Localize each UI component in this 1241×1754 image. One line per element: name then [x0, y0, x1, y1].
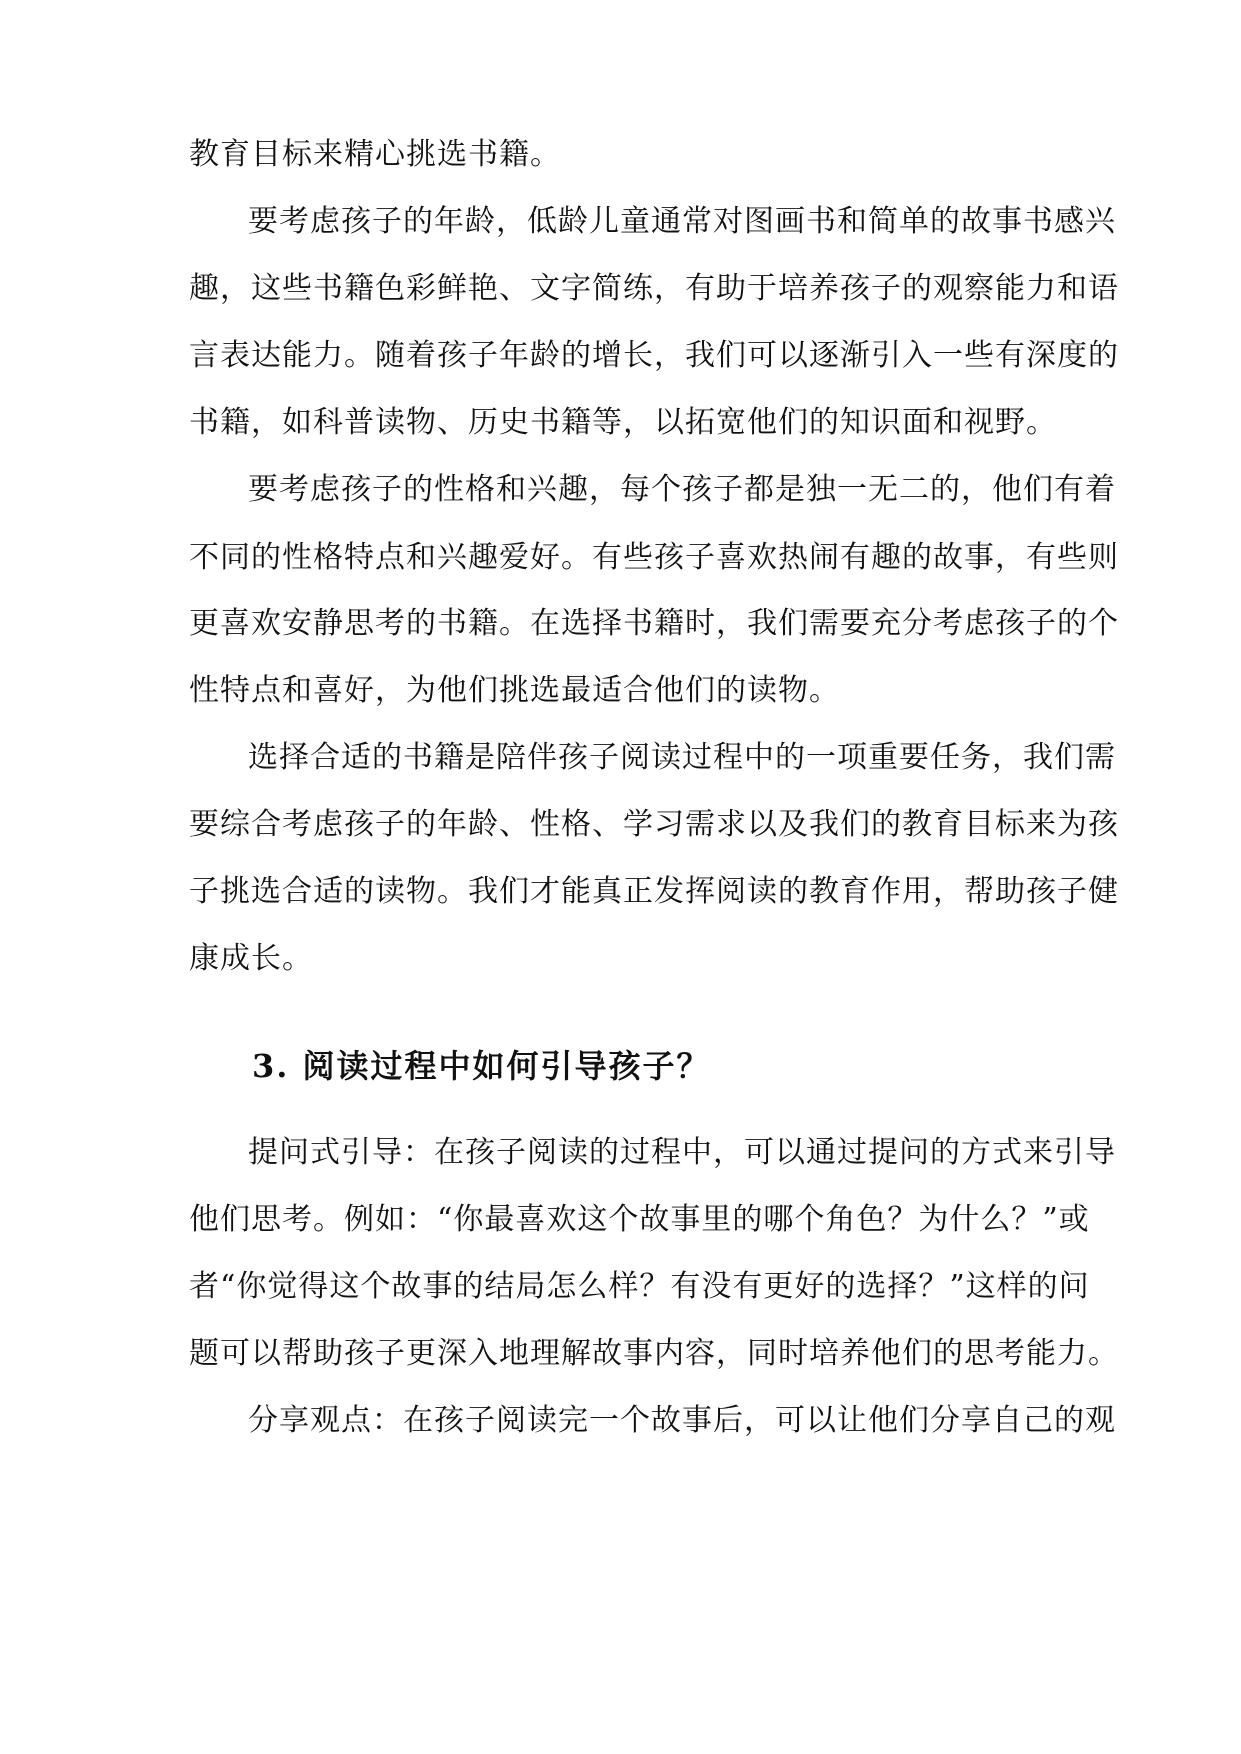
paragraph-line: 提问式引导：在孩子阅读的过程中，可以通过提问的方式来引导 — [248, 1135, 1116, 1170]
paragraph-line: 选择合适的书籍是陪伴孩子阅读过程中的一项重要任务，我们需 — [248, 740, 1116, 775]
paragraph-line: 更喜欢安静思考的书籍。在选择书籍时，我们需要充分考虑孩子的个 — [189, 606, 1119, 641]
paragraph-line: 书籍，如科普读物、历史书籍等，以拓宽他们的知识面和视野。 — [189, 405, 1057, 440]
paragraph-line: 题可以帮助孩子更深入地理解故事内容，同时培养他们的思考能力。 — [189, 1336, 1119, 1371]
paragraph-line: 要综合考虑孩子的年龄、性格、学习需求以及我们的教育目标来为孩 — [189, 807, 1119, 842]
paragraph-line: 者“你觉得这个故事的结局怎么样？有没有更好的选择？”这样的问 — [189, 1269, 1090, 1304]
paragraph-line: 要考虑孩子的性格和兴趣，每个孩子都是独一无二的，他们有着 — [248, 472, 1116, 507]
paragraph-line: 教育目标来精心挑选书籍。 — [189, 137, 561, 172]
paragraph-line: 康成长。 — [189, 941, 313, 976]
paragraph-line: 他们思考。例如：“你最喜欢这个故事里的哪个角色？为什么？”或 — [189, 1202, 1090, 1237]
paragraph-line: 要考虑孩子的年龄，低龄儿童通常对图画书和简单的故事书感兴 — [248, 204, 1116, 239]
paragraph-line: 性特点和喜好，为他们挑选最适合他们的读物。 — [189, 673, 840, 708]
paragraph-line: 子挑选合适的读物。我们才能真正发挥阅读的教育作用，帮助孩子健 — [189, 874, 1119, 909]
paragraph-line: 言表达能力。随着孩子年龄的增长，我们可以逐渐引入一些有深度的 — [189, 338, 1119, 373]
paragraph-line: 趣，这些书籍色彩鲜艳、文字简练，有助于培养孩子的观察能力和语 — [189, 271, 1119, 306]
paragraph-line: 不同的性格特点和兴趣爱好。有些孩子喜欢热闹有趣的故事，有些则 — [189, 540, 1119, 575]
section-heading: 3. 阅读过程中如何引导孩子？ — [252, 1047, 711, 1085]
paragraph-line: 分享观点：在孩子阅读完一个故事后，可以让他们分享自己的观 — [248, 1403, 1116, 1438]
